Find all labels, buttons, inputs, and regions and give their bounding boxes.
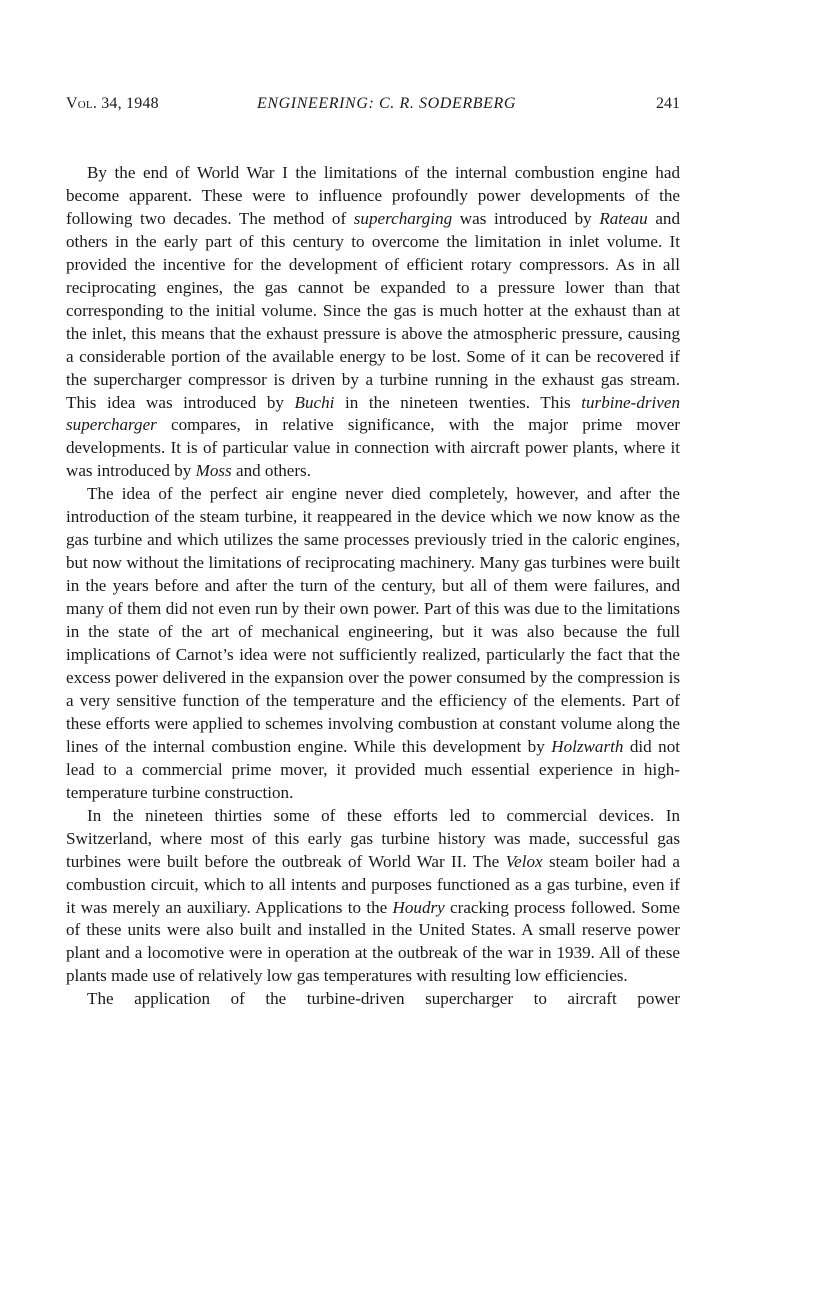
text-run: steam boiler had a combustion circuit, which to all intents and purposes functioned as a gas turbine, even if it was merely an auxiliary. Applications to the — [66, 851, 680, 917]
volume-year: Vol. 34, 1948 — [66, 95, 159, 112]
text-run: The application of the turbine-driven supercharger to aircraft power — [87, 989, 680, 1009]
italic-term: Holzwarth — [551, 736, 624, 756]
italic-term: Houdry — [392, 897, 445, 917]
text-run: was introduced by — [452, 208, 600, 228]
text-run: and others in the early part of this century to overcome the limitation in inlet volume. It provided the incentive for the development of efficient rotary compressors. As in all reciprocating engines, the gas cannot be expanded to a pressure lower than that corresponding to the initial volume. Since the gas is much hotter at the exhaust than at the inlet, this means that the exhaust pressure is above the atmospheric pressure, causing a considerable portion of the available energy to be lost. Some of it can be recovered if the supercharger compressor is driven by a turbine running in the exhaust gas stream. This idea was introduced by — [66, 208, 680, 412]
running-header — [66, 92, 680, 118]
text-run: compares, in relative significance, with the major prime mover developments. It is of particular value in connection with aircraft power plants, where it was introduced by — [66, 415, 680, 481]
paragraph-gas-turbine-history — [66, 483, 680, 804]
page-number: 241 — [656, 95, 680, 112]
article-body — [66, 162, 680, 1011]
paragraph-nineteen-thirties — [66, 805, 680, 989]
italic-term: turbine-driven supercharger — [66, 392, 680, 435]
text-run: cracking process followed. Some of these units were also built and installed in the United States. A small reserve power plant and a locomotive were in operation at the outbreak of the war in 1939. All of these plants made use of relatively low gas temperatures with resulting low efficiencies. — [66, 897, 680, 986]
italic-term: Rateau — [599, 208, 648, 228]
text-run: and others. — [231, 461, 311, 481]
text-run: in the nineteen twenties. This — [334, 392, 582, 412]
journal-page — [66, 92, 680, 1011]
italic-term: Buchi — [294, 392, 335, 412]
text-run: In the nineteen thirties some of these efforts led to commercial devices. In Switzerland, where most of this early gas turbine history was made, successful gas turbines were built before the outbreak of World War II. The — [66, 805, 680, 871]
paragraph-aircraft-application — [66, 988, 680, 1011]
italic-term: supercharging — [353, 208, 453, 228]
paragraph-supercharging — [66, 162, 680, 483]
text-run: did not lead to a commercial prime mover, it provided much essential experience in high-temperature turbine construction. — [66, 736, 680, 802]
italic-term: Velox — [505, 851, 543, 871]
italic-term: Moss — [195, 461, 232, 481]
running-title: ENGINEERING: C. R. SODERBERG — [257, 95, 516, 112]
text-run: By the end of World War I the limitations of the internal combustion engine had become apparent. These were to influence profoundly power developments of the following two decades. The method of — [66, 163, 680, 228]
text-run: The idea of the perfect air engine never died completely, however, and after the introduction of the steam turbine, it reappeared in the device which we now know as the gas turbine and which utilizes the same processes previously tried in the caloric engines, but now without the limitations of reciprocating machinery. Many gas turbines were built in the years before and after the turn of the century, but all of them were failures, and many of them did not even run by their own power. Part of this was due to the limitations in the state of the art of mechanical engineering, but it was also because the full implications of Carnot’s idea were not sufficiently realized, particularly the fact that the excess power delivered in the expansion over the power consumed by the compression is a very sensitive function of the temperature and the efficiency of the elements. Part of these efforts were applied to schemes involving combustion at constant volume along the lines of the internal combustion engine. While this development by — [66, 484, 680, 756]
